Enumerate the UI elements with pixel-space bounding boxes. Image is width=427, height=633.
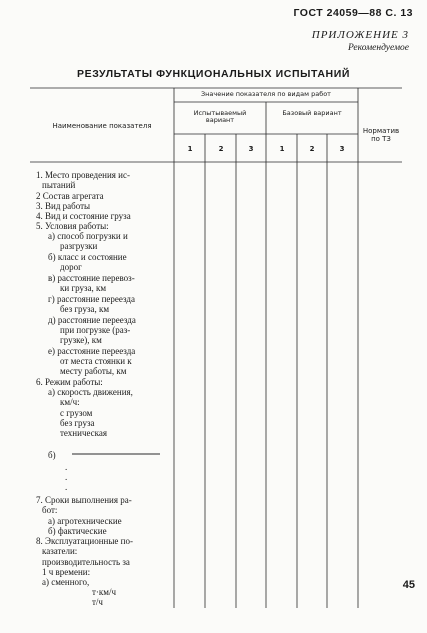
subcolumn-number: 3 (339, 145, 345, 153)
indicator-row: 4. Вид и состояние груза (36, 211, 131, 221)
indicator-row: дорог (60, 262, 82, 272)
indicator-row: . (65, 472, 68, 482)
indicator-row: а) агротехнические (48, 516, 122, 526)
indicator-row: г) расстояние переезда (48, 294, 135, 304)
indicator-row: 5. Условия работы: (36, 221, 109, 231)
indicator-row: б) (48, 450, 56, 460)
appendix-label: ПРИЛОЖЕНИЕ 3 (311, 29, 409, 41)
indicator-row: . (65, 482, 68, 492)
indicator-row: производительность за (42, 557, 130, 567)
subcolumn-number: 2 (218, 145, 224, 153)
column-header-tested: Испытываемый вариант (193, 109, 247, 125)
indicator-row: 8. Эксплуатационные по- (36, 536, 133, 546)
indicator-row: т/ч (92, 597, 103, 607)
indicator-row: с грузом (60, 408, 93, 418)
indicator-row: от места стоянки к (60, 356, 132, 366)
indicator-row: б) фактические (48, 526, 107, 536)
indicator-row: б) класс и состояние (48, 252, 127, 262)
indicator-row: без груза (60, 418, 95, 428)
indicator-row: без груза, км (60, 304, 110, 314)
appendix-status: Рекомендуемое (347, 43, 409, 53)
indicator-row: разгрузки (60, 241, 98, 251)
indicator-row: е) расстояние переезда (48, 346, 136, 356)
subcolumn-number: 2 (309, 145, 315, 153)
standard-header: ГОСТ 24059—88 С. 13 (293, 7, 413, 19)
indicator-row: в) расстояние перевоз- (48, 273, 135, 283)
indicator-row: 1. Место проведения ис- (36, 170, 130, 180)
indicator-row: д) расстояние переезда (48, 315, 136, 325)
subcolumn-number: 1 (279, 145, 285, 153)
column-header-name: Наименование показателя (52, 122, 152, 130)
indicator-row: при погрузке (раз- (60, 325, 131, 335)
indicator-row: пытаний (42, 180, 76, 190)
indicator-row: ки груза, км (60, 283, 107, 293)
indicator-row: грузке), км (60, 335, 102, 345)
subcolumn-number: 3 (248, 145, 254, 153)
indicator-row: 7. Сроки выполнения ра- (36, 495, 132, 505)
indicator-row: 6. Режим работы: (36, 377, 103, 387)
indicator-row: месту работы, км (60, 366, 127, 376)
indicator-row: 3. Вид работы (36, 201, 91, 211)
indicator-row: 2 Состав агрегата (36, 191, 104, 201)
subcolumn-number: 1 (187, 145, 193, 153)
indicator-row: техническая (60, 428, 108, 438)
column-header-group: Значение показателя по видам работ (201, 90, 331, 98)
column-header-base: Базовый вариант (282, 109, 342, 117)
column-header-norm: Норматив по ТЗ (362, 127, 400, 144)
document-title: РЕЗУЛЬТАТЫ ФУНКЦИОНАЛЬНЫХ ИСПЫТАНИЙ (76, 68, 351, 80)
indicator-row: . (65, 462, 68, 472)
indicator-row: а) скорость движения, (48, 387, 133, 397)
indicator-row: казатели: (42, 546, 78, 556)
indicator-row: бот: (42, 505, 58, 515)
indicator-row: 1 ч времени: (42, 567, 91, 577)
indicator-row: км/ч: (60, 397, 80, 407)
page-number: 45 (402, 579, 415, 591)
indicator-row: т·км/ч (92, 587, 117, 597)
indicator-row: а) сменного, (42, 577, 90, 587)
indicator-row: а) способ погрузки и (48, 231, 128, 241)
